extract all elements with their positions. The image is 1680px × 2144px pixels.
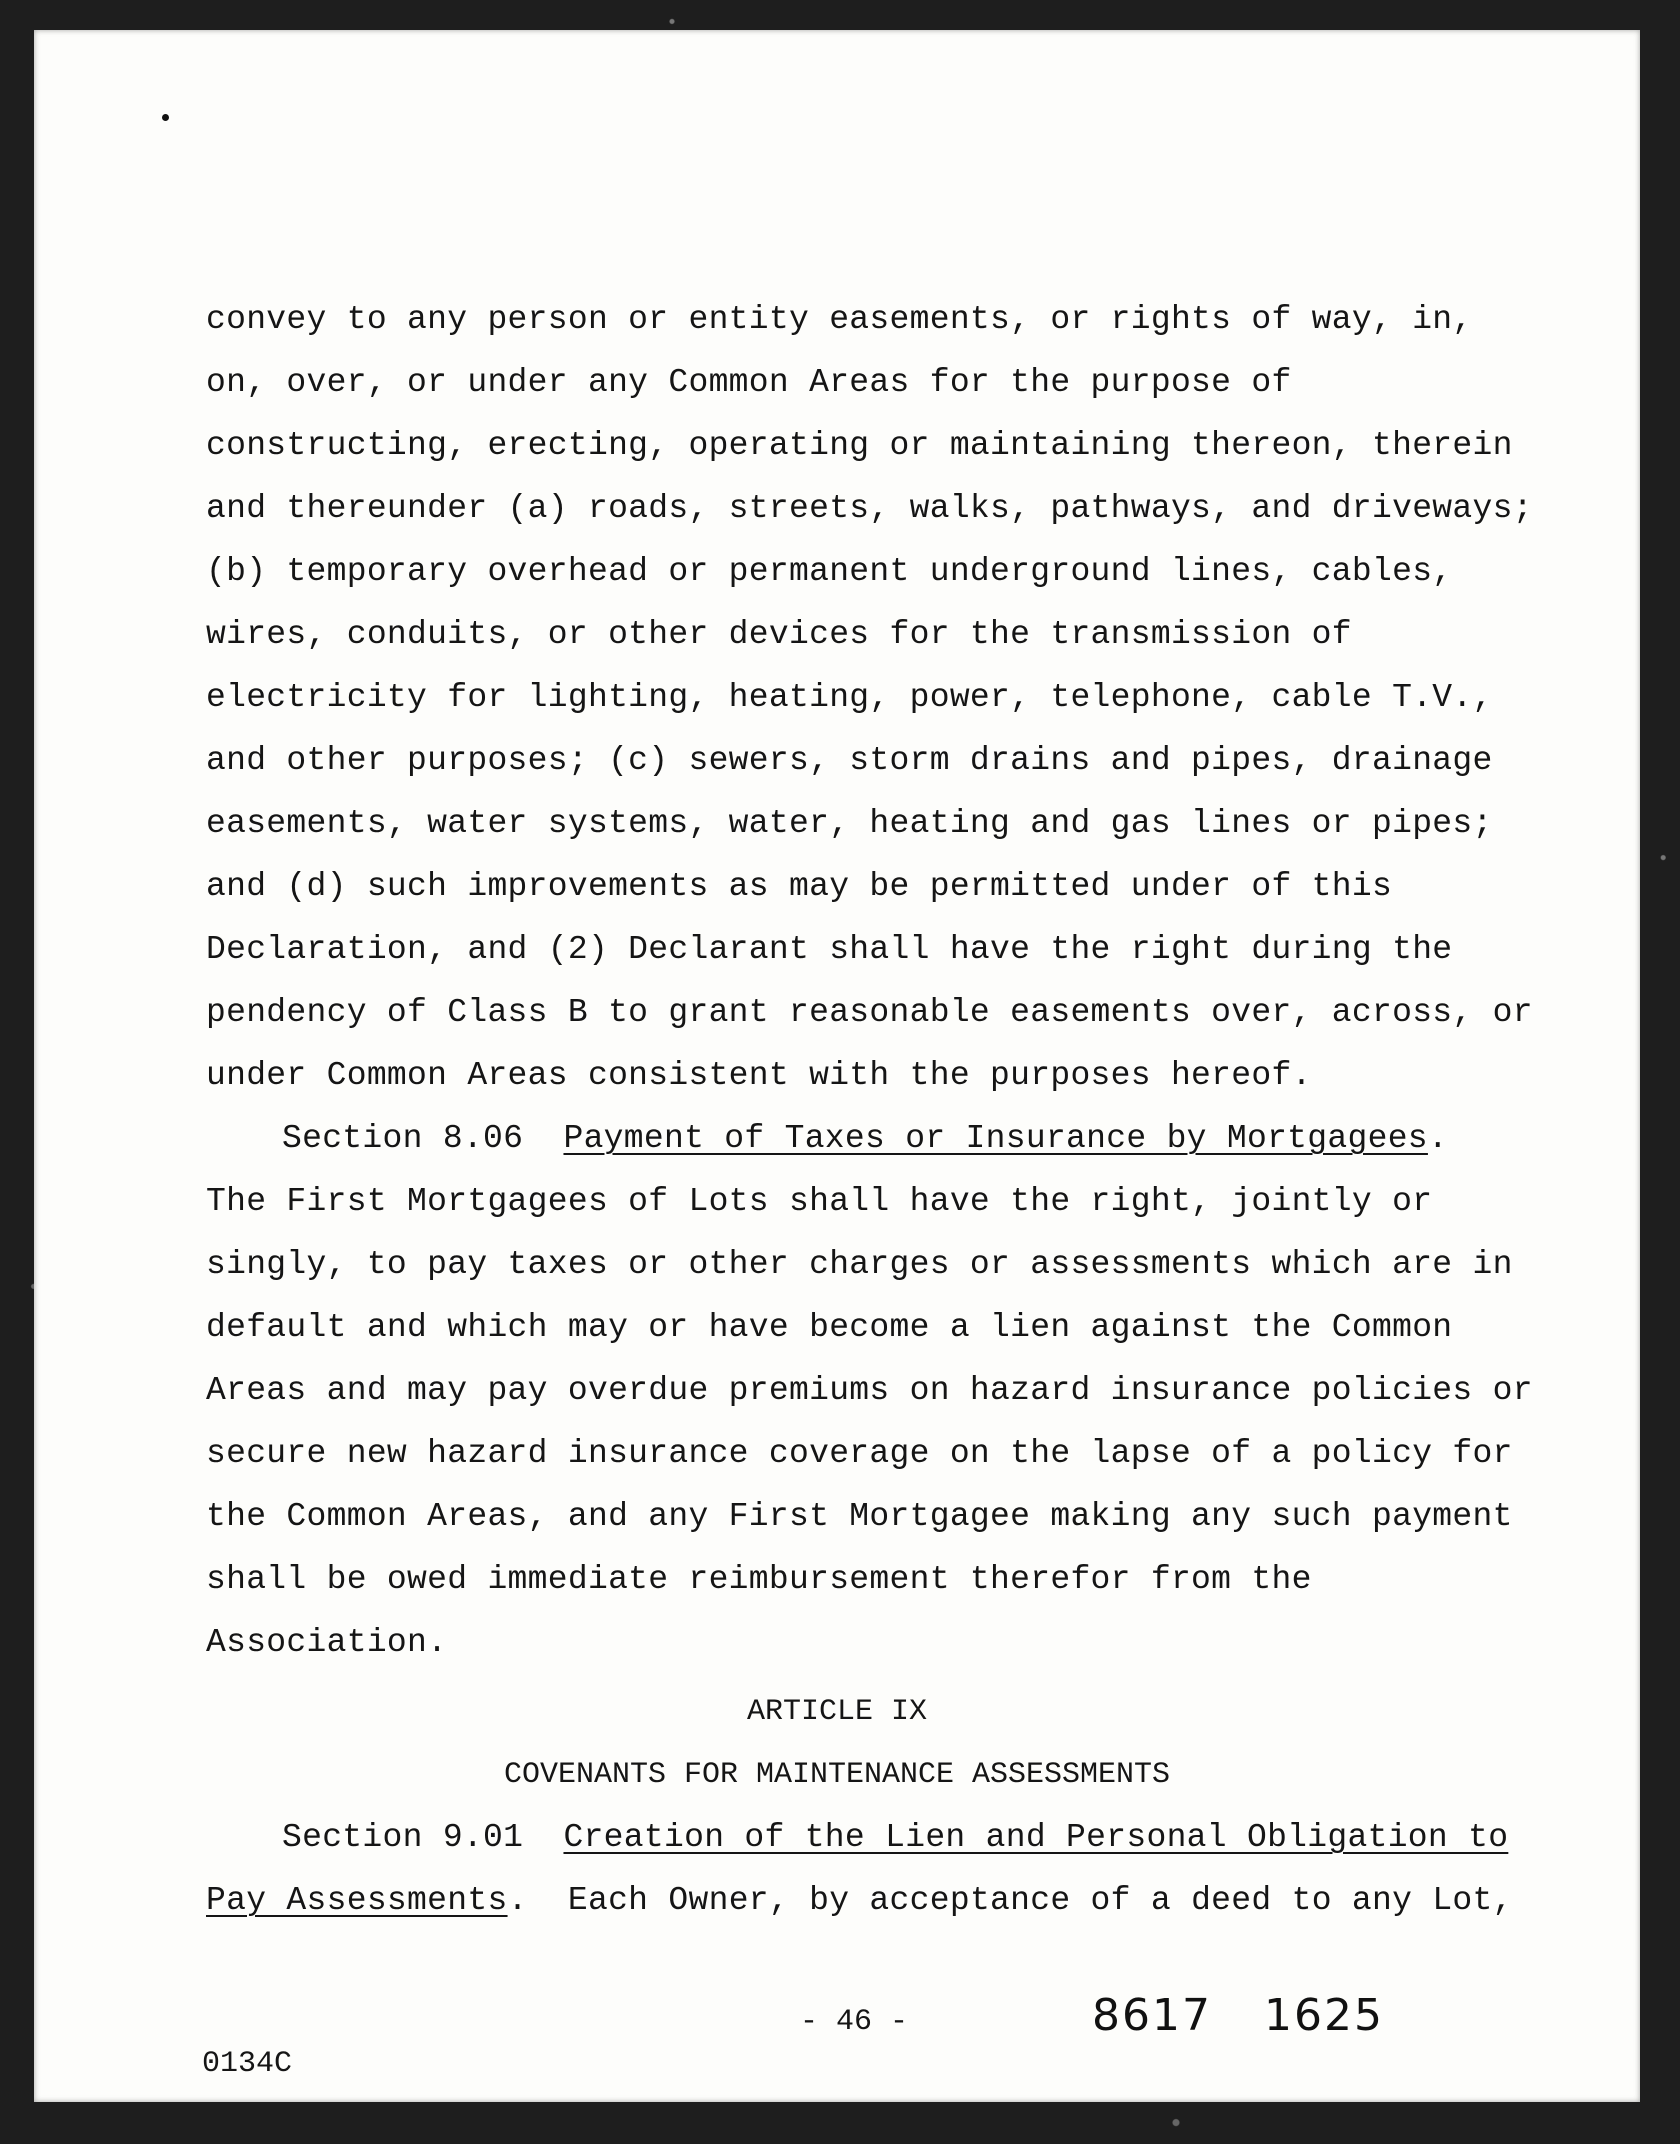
section-line: Areas and may pay overdue premiums on hazard insurance policies or [206,1372,1533,1409]
section-line: singly, to pay taxes or other charges or assessments which are in [206,1246,1513,1283]
record-stamp-left: 8617 [1092,1990,1212,2041]
body-line: Declaration, and (2) Declarant shall have the right during the [206,931,1453,968]
body-line: wires, conduits, or other devices for the transmission of [206,616,1352,653]
section-heading-line [282,1818,1508,1858]
article-title: COVENANTS FOR MAINTENANCE ASSESSMENTS [503,1758,1171,1792]
body-line: under Common Areas consistent with the purposes hereof. [206,1057,1312,1094]
body-line: and (d) such improvements as may be permitted under of this [206,868,1393,905]
section-line: secure new hazard insurance coverage on the lapse of a policy for [206,1435,1513,1472]
body-line: easements, water systems, water, heating and gas lines or pipes; [206,805,1493,842]
document-code: 0134C [202,2047,293,2081]
section-text: Each Owner, by acceptance of a deed to any Lot, [567,1882,1513,1919]
body-line: on, over, or under any Common Areas for the purpose of [206,364,1292,401]
section-number: Section 9.01 [282,1819,524,1856]
section-heading: Creation of the Lien and Personal Obligation to [563,1819,1509,1856]
section-line: shall be owed immediate reimbursement therefor from the [206,1561,1312,1598]
section-line: Association. [206,1624,448,1661]
document-page [34,30,1640,2102]
body-line: (b) temporary overhead or permanent underground lines, cables, [206,553,1453,590]
body-line: constructing, erecting, operating or maintaining thereon, therein [206,427,1513,464]
body-line: electricity for lighting, heating, power, telephone, cable T.V., [206,679,1493,716]
page-number: - 46 - [800,2005,909,2039]
scan-speck [162,114,169,121]
body-line: and thereunder (a) roads, streets, walks, pathways, and driveways; [206,490,1533,527]
section-heading: Payment of Taxes or Insurance by Mortgagees [563,1120,1428,1157]
section-line: The First Mortgagees of Lots shall have the right, jointly or [206,1183,1433,1220]
section-heading-continued: Pay Assessments [206,1882,508,1919]
section-line: the Common Areas, and any First Mortgagee making any such payment [206,1498,1513,1535]
record-stamp-right: 1625 [1264,1990,1384,2041]
section-line: Pay Assessments. Each Owner, by acceptance of a deed to any Lot, [206,1882,1513,1919]
body-line: pendency of Class B to grant reasonable easements over, across, or [206,994,1533,1031]
section-line: default and which may or have become a lien against the Common [206,1309,1453,1346]
section-heading-line: Section 8.06 Payment of Taxes or Insurance by Mortgagees. [282,1120,1449,1157]
article-number: ARTICLE IX [746,1695,928,1729]
body-line: convey to any person or entity easements, or rights of way, in, [206,301,1473,338]
section-number: Section 8.06 [282,1120,524,1157]
body-line: and other purposes; (c) sewers, storm drains and pipes, drainage [206,742,1493,779]
